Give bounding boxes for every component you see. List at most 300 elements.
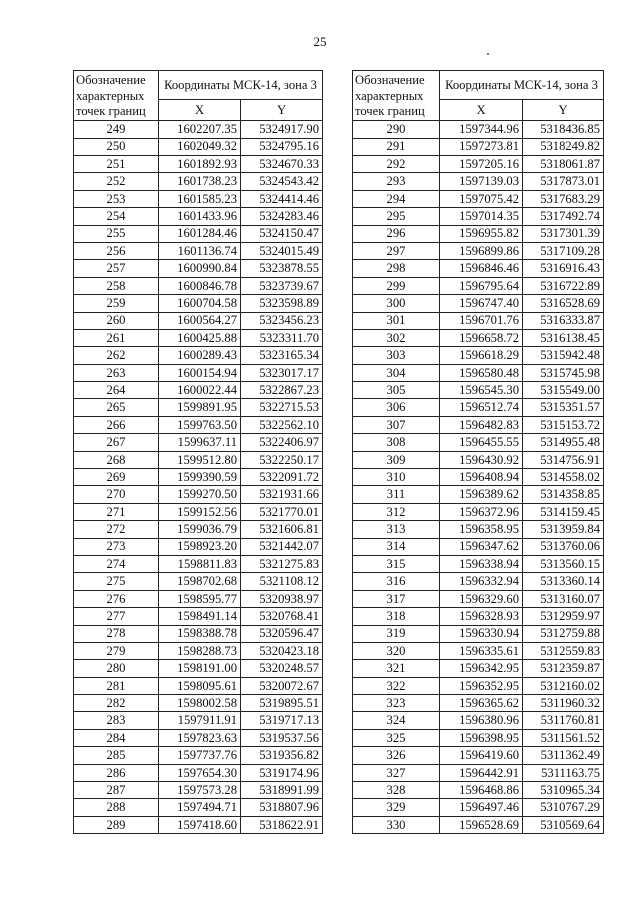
x-coordinate-cell: 1599036.79 xyxy=(159,521,241,538)
table-row xyxy=(353,521,604,538)
y-coordinate-cell: 5316916.43 xyxy=(523,260,604,277)
y-coordinate-cell: 5319356.82 xyxy=(241,747,323,764)
y-coordinate-cell: 5312559.83 xyxy=(523,642,604,659)
point-number-cell: 278 xyxy=(74,625,159,642)
x-coordinate-cell: 1600846.78 xyxy=(159,277,241,294)
table-row xyxy=(74,712,323,729)
x-coordinate-cell: 1596795.64 xyxy=(440,277,523,294)
x-coordinate-cell: 1597573.28 xyxy=(159,782,241,799)
y-coordinate-cell: 5321931.66 xyxy=(241,486,323,503)
y-coordinate-cell: 5312359.87 xyxy=(523,660,604,677)
point-number-cell: 284 xyxy=(74,729,159,746)
point-number-cell: 314 xyxy=(353,538,440,555)
y-coordinate-cell: 5317301.39 xyxy=(523,225,604,242)
y-coordinate-cell: 5324150.47 xyxy=(241,225,323,242)
table-row xyxy=(74,729,323,746)
table-row xyxy=(74,747,323,764)
x-coordinate-cell: 1596747.40 xyxy=(440,295,523,312)
table-row xyxy=(353,312,604,329)
y-coordinate-cell: 5323456.23 xyxy=(241,312,323,329)
y-coordinate-cell: 5310767.29 xyxy=(523,799,604,816)
table-row xyxy=(74,677,323,694)
y-coordinate-cell: 5322091.72 xyxy=(241,469,323,486)
table-row xyxy=(353,729,604,746)
table-header-row xyxy=(353,71,604,100)
table-row xyxy=(74,521,323,538)
table-row xyxy=(74,503,323,520)
y-coordinate-cell: 5311163.75 xyxy=(523,764,604,781)
point-number-cell: 296 xyxy=(353,225,440,242)
table-row xyxy=(353,764,604,781)
y-coordinate-cell: 5317873.01 xyxy=(523,173,604,190)
x-coordinate-cell: 1596701.76 xyxy=(440,312,523,329)
x-coordinate-cell: 1596398.95 xyxy=(440,729,523,746)
point-number-cell: 327 xyxy=(353,764,440,781)
table-row xyxy=(353,295,604,312)
point-number-cell: 275 xyxy=(74,573,159,590)
x-coordinate-cell: 1597075.42 xyxy=(440,190,523,207)
x-coordinate-cell: 1597273.81 xyxy=(440,138,523,155)
table-row xyxy=(74,538,323,555)
y-coordinate-cell: 5315745.98 xyxy=(523,364,604,381)
table-row xyxy=(353,747,604,764)
y-coordinate-cell: 5324795.16 xyxy=(241,138,323,155)
y-coordinate-cell: 5311362.49 xyxy=(523,747,604,764)
y-coordinate-cell: 5314558.02 xyxy=(523,469,604,486)
y-coordinate-cell: 5315942.48 xyxy=(523,347,604,364)
table-row xyxy=(74,451,323,468)
y-coordinate-cell: 5319717.13 xyxy=(241,712,323,729)
y-coordinate-cell: 5310965.34 xyxy=(523,782,604,799)
x-coordinate-cell: 1596618.29 xyxy=(440,347,523,364)
point-number-cell: 276 xyxy=(74,590,159,607)
y-coordinate-cell: 5319174.96 xyxy=(241,764,323,781)
y-coordinate-cell: 5324917.90 xyxy=(241,121,323,138)
x-coordinate-cell: 1600990.84 xyxy=(159,260,241,277)
y-coordinate-cell: 5316722.89 xyxy=(523,277,604,294)
point-number-cell: 302 xyxy=(353,329,440,346)
table-row xyxy=(353,451,604,468)
point-number-cell: 317 xyxy=(353,590,440,607)
x-coordinate-cell: 1596899.86 xyxy=(440,242,523,259)
x-coordinate-cell: 1601738.23 xyxy=(159,173,241,190)
point-number-cell: 250 xyxy=(74,138,159,155)
x-coordinate-cell: 1596408.94 xyxy=(440,469,523,486)
y-coordinate-cell: 5315153.72 xyxy=(523,416,604,433)
table-row xyxy=(353,121,604,138)
x-coordinate-cell: 1596347.62 xyxy=(440,538,523,555)
table-row xyxy=(74,642,323,659)
point-number-cell: 271 xyxy=(74,503,159,520)
table-row xyxy=(74,295,323,312)
point-number-cell: 283 xyxy=(74,712,159,729)
point-number-cell: 305 xyxy=(353,382,440,399)
x-coordinate-cell: 1599763.50 xyxy=(159,416,241,433)
point-number-cell: 328 xyxy=(353,782,440,799)
table-row xyxy=(74,782,323,799)
coordinates-table-right xyxy=(352,70,604,834)
point-number-cell: 257 xyxy=(74,260,159,277)
point-number-cell: 299 xyxy=(353,277,440,294)
point-number-cell: 273 xyxy=(74,538,159,555)
y-coordinate-cell: 5322406.97 xyxy=(241,434,323,451)
y-coordinate-cell: 5321108.12 xyxy=(241,573,323,590)
table-row xyxy=(74,121,323,138)
table-row xyxy=(353,138,604,155)
table-row xyxy=(353,329,604,346)
y-coordinate-cell: 5318249.82 xyxy=(523,138,604,155)
point-number-cell: 324 xyxy=(353,712,440,729)
y-coordinate-cell: 5311960.32 xyxy=(523,695,604,712)
x-coordinate-cell: 1600154.94 xyxy=(159,364,241,381)
y-coordinate-cell: 5319895.51 xyxy=(241,695,323,712)
point-number-cell: 320 xyxy=(353,642,440,659)
point-number-cell: 256 xyxy=(74,242,159,259)
point-number-cell: 288 xyxy=(74,799,159,816)
point-number-cell: 292 xyxy=(353,155,440,172)
table-row xyxy=(353,799,604,816)
point-number-cell: 310 xyxy=(353,469,440,486)
point-number-cell: 322 xyxy=(353,677,440,694)
x-coordinate-cell: 1596389.62 xyxy=(440,486,523,503)
point-number-cell: 262 xyxy=(74,347,159,364)
x-coordinate-cell: 1596419.60 xyxy=(440,747,523,764)
x-coordinate-cell: 1601433.96 xyxy=(159,208,241,225)
x-coordinate-cell: 1596330.94 xyxy=(440,625,523,642)
table-header-row xyxy=(74,71,323,100)
y-coordinate-cell: 5321442.07 xyxy=(241,538,323,555)
table-row xyxy=(353,155,604,172)
x-coordinate-cell: 1601284.46 xyxy=(159,225,241,242)
y-column-header: Y xyxy=(523,99,604,120)
x-coordinate-cell: 1596332.94 xyxy=(440,573,523,590)
point-number-cell: 280 xyxy=(74,660,159,677)
point-number-cell: 303 xyxy=(353,347,440,364)
x-coordinate-cell: 1601585.23 xyxy=(159,190,241,207)
table-row xyxy=(74,486,323,503)
y-coordinate-cell: 5324543.42 xyxy=(241,173,323,190)
x-coordinate-cell: 1597494.71 xyxy=(159,799,241,816)
table-row xyxy=(353,503,604,520)
point-number-cell: 301 xyxy=(353,312,440,329)
point-number-cell: 263 xyxy=(74,364,159,381)
y-coordinate-cell: 5324283.46 xyxy=(241,208,323,225)
table-row xyxy=(74,590,323,607)
x-coordinate-cell: 1598191.00 xyxy=(159,660,241,677)
y-column-header: Y xyxy=(241,99,323,120)
point-number-cell: 279 xyxy=(74,642,159,659)
point-number-cell: 319 xyxy=(353,625,440,642)
x-coordinate-cell: 1598388.78 xyxy=(159,625,241,642)
point-number-cell: 306 xyxy=(353,399,440,416)
x-coordinate-cell: 1597418.60 xyxy=(159,816,241,833)
x-coordinate-cell: 1597737.76 xyxy=(159,747,241,764)
x-coordinate-cell: 1596846.46 xyxy=(440,260,523,277)
coordinates-header: Координаты МСК-14, зона 3 xyxy=(159,71,323,100)
table-row xyxy=(74,434,323,451)
x-coordinate-cell: 1597823.63 xyxy=(159,729,241,746)
table-row xyxy=(353,190,604,207)
point-number-cell: 329 xyxy=(353,799,440,816)
x-coordinate-cell: 1596658.72 xyxy=(440,329,523,346)
x-coordinate-cell: 1598923.20 xyxy=(159,538,241,555)
table-row xyxy=(353,608,604,625)
table-row xyxy=(74,329,323,346)
x-coordinate-cell: 1597344.96 xyxy=(440,121,523,138)
point-number-cell: 304 xyxy=(353,364,440,381)
table-row xyxy=(353,416,604,433)
x-coordinate-cell: 1596352.95 xyxy=(440,677,523,694)
x-coordinate-cell: 1599270.50 xyxy=(159,486,241,503)
table-row xyxy=(353,242,604,259)
x-coordinate-cell: 1596430.92 xyxy=(440,451,523,468)
point-number-cell: 286 xyxy=(74,764,159,781)
x-column-header: X xyxy=(159,99,241,120)
table-row xyxy=(353,469,604,486)
table-row xyxy=(74,399,323,416)
y-coordinate-cell: 5322715.53 xyxy=(241,399,323,416)
x-coordinate-cell: 1599152.56 xyxy=(159,503,241,520)
y-coordinate-cell: 5320423.18 xyxy=(241,642,323,659)
point-number-cell: 254 xyxy=(74,208,159,225)
y-coordinate-cell: 5317492.74 xyxy=(523,208,604,225)
x-coordinate-cell: 1600022.44 xyxy=(159,382,241,399)
table-row xyxy=(353,434,604,451)
x-coordinate-cell: 1596482.83 xyxy=(440,416,523,433)
point-number-cell: 258 xyxy=(74,277,159,294)
x-coordinate-cell: 1596545.30 xyxy=(440,382,523,399)
y-coordinate-cell: 5312959.97 xyxy=(523,608,604,625)
y-coordinate-cell: 5323598.89 xyxy=(241,295,323,312)
x-coordinate-cell: 1597139.03 xyxy=(440,173,523,190)
table-row xyxy=(74,364,323,381)
y-coordinate-cell: 5318807.96 xyxy=(241,799,323,816)
y-coordinate-cell: 5323878.55 xyxy=(241,260,323,277)
x-coordinate-cell: 1598288.73 xyxy=(159,642,241,659)
point-number-cell: 267 xyxy=(74,434,159,451)
table-row xyxy=(74,173,323,190)
x-coordinate-cell: 1600564.27 xyxy=(159,312,241,329)
x-coordinate-cell: 1602049.32 xyxy=(159,138,241,155)
y-coordinate-cell: 5323311.70 xyxy=(241,329,323,346)
point-number-cell: 313 xyxy=(353,521,440,538)
point-number-cell: 251 xyxy=(74,155,159,172)
y-coordinate-cell: 5317109.28 xyxy=(523,242,604,259)
y-coordinate-cell: 5314756.91 xyxy=(523,451,604,468)
x-coordinate-cell: 1596329.60 xyxy=(440,590,523,607)
y-coordinate-cell: 5320596.47 xyxy=(241,625,323,642)
x-coordinate-cell: 1596372.96 xyxy=(440,503,523,520)
table-row xyxy=(353,816,604,833)
y-coordinate-cell: 5315549.00 xyxy=(523,382,604,399)
table-row xyxy=(74,608,323,625)
point-number-cell: 253 xyxy=(74,190,159,207)
point-number-cell: 300 xyxy=(353,295,440,312)
point-number-cell: 318 xyxy=(353,608,440,625)
table-row xyxy=(353,590,604,607)
point-number-cell: 249 xyxy=(74,121,159,138)
point-number-cell: 259 xyxy=(74,295,159,312)
x-column-header: X xyxy=(440,99,523,120)
point-number-cell: 281 xyxy=(74,677,159,694)
point-number-cell: 294 xyxy=(353,190,440,207)
x-coordinate-cell: 1596342.95 xyxy=(440,660,523,677)
point-number-cell: 316 xyxy=(353,573,440,590)
x-coordinate-cell: 1596338.94 xyxy=(440,555,523,572)
x-coordinate-cell: 1596580.48 xyxy=(440,364,523,381)
coordinates-table-left xyxy=(73,70,323,834)
y-coordinate-cell: 5314358.85 xyxy=(523,486,604,503)
y-coordinate-cell: 5324015.49 xyxy=(241,242,323,259)
x-coordinate-cell: 1600425.88 xyxy=(159,329,241,346)
y-coordinate-cell: 5313160.07 xyxy=(523,590,604,607)
table-row xyxy=(74,242,323,259)
point-number-cell: 309 xyxy=(353,451,440,468)
x-coordinate-cell: 1596468.86 xyxy=(440,782,523,799)
point-number-cell: 269 xyxy=(74,469,159,486)
table-row xyxy=(74,625,323,642)
y-coordinate-cell: 5323017.17 xyxy=(241,364,323,381)
scan-speck xyxy=(487,53,489,55)
point-number-cell: 264 xyxy=(74,382,159,399)
table-row xyxy=(353,695,604,712)
y-coordinate-cell: 5311561.52 xyxy=(523,729,604,746)
x-coordinate-cell: 1596358.95 xyxy=(440,521,523,538)
y-coordinate-cell: 5315351.57 xyxy=(523,399,604,416)
x-coordinate-cell: 1598811.83 xyxy=(159,555,241,572)
table-row xyxy=(74,799,323,816)
x-coordinate-cell: 1597205.16 xyxy=(440,155,523,172)
point-number-cell: 295 xyxy=(353,208,440,225)
y-coordinate-cell: 5316333.87 xyxy=(523,312,604,329)
point-number-cell: 252 xyxy=(74,173,159,190)
y-coordinate-cell: 5316528.69 xyxy=(523,295,604,312)
y-coordinate-cell: 5318991.99 xyxy=(241,782,323,799)
y-coordinate-cell: 5320072.67 xyxy=(241,677,323,694)
table-row xyxy=(74,155,323,172)
point-number-cell: 293 xyxy=(353,173,440,190)
x-coordinate-cell: 1596955.82 xyxy=(440,225,523,242)
point-number-cell: 315 xyxy=(353,555,440,572)
table-row xyxy=(74,260,323,277)
table-row xyxy=(353,712,604,729)
x-coordinate-cell: 1596512.74 xyxy=(440,399,523,416)
point-number-cell: 285 xyxy=(74,747,159,764)
table-row xyxy=(353,277,604,294)
point-number-cell: 326 xyxy=(353,747,440,764)
x-coordinate-cell: 1598095.61 xyxy=(159,677,241,694)
point-number-cell: 311 xyxy=(353,486,440,503)
x-coordinate-cell: 1597911.91 xyxy=(159,712,241,729)
point-number-cell: 274 xyxy=(74,555,159,572)
x-coordinate-cell: 1602207.35 xyxy=(159,121,241,138)
point-number-cell: 312 xyxy=(353,503,440,520)
y-coordinate-cell: 5313959.84 xyxy=(523,521,604,538)
point-number-cell: 282 xyxy=(74,695,159,712)
point-number-cell: 265 xyxy=(74,399,159,416)
y-coordinate-cell: 5322867.23 xyxy=(241,382,323,399)
table-row xyxy=(353,625,604,642)
y-coordinate-cell: 5318622.91 xyxy=(241,816,323,833)
y-coordinate-cell: 5322250.17 xyxy=(241,451,323,468)
table-row xyxy=(353,173,604,190)
y-coordinate-cell: 5310569.64 xyxy=(523,816,604,833)
x-coordinate-cell: 1601892.93 xyxy=(159,155,241,172)
table-row xyxy=(74,382,323,399)
x-coordinate-cell: 1596365.62 xyxy=(440,695,523,712)
x-coordinate-cell: 1598002.58 xyxy=(159,695,241,712)
x-coordinate-cell: 1599512.80 xyxy=(159,451,241,468)
table-row xyxy=(353,642,604,659)
table-row xyxy=(74,573,323,590)
table-row xyxy=(353,225,604,242)
x-coordinate-cell: 1599891.95 xyxy=(159,399,241,416)
point-header: Обозначение характерных точек границ xyxy=(353,71,440,121)
x-coordinate-cell: 1597014.35 xyxy=(440,208,523,225)
y-coordinate-cell: 5311760.81 xyxy=(523,712,604,729)
table-row xyxy=(353,573,604,590)
table-row xyxy=(74,469,323,486)
y-coordinate-cell: 5316138.45 xyxy=(523,329,604,346)
y-coordinate-cell: 5319537.56 xyxy=(241,729,323,746)
y-coordinate-cell: 5324414.46 xyxy=(241,190,323,207)
table-row xyxy=(74,138,323,155)
table-row xyxy=(353,538,604,555)
point-number-cell: 268 xyxy=(74,451,159,468)
x-coordinate-cell: 1596497.46 xyxy=(440,799,523,816)
y-coordinate-cell: 5320768.41 xyxy=(241,608,323,625)
x-coordinate-cell: 1596528.69 xyxy=(440,816,523,833)
table-row xyxy=(353,364,604,381)
table-row xyxy=(353,677,604,694)
x-coordinate-cell: 1596335.61 xyxy=(440,642,523,659)
point-number-cell: 260 xyxy=(74,312,159,329)
x-coordinate-cell: 1599637.11 xyxy=(159,434,241,451)
x-coordinate-cell: 1596380.96 xyxy=(440,712,523,729)
point-number-cell: 330 xyxy=(353,816,440,833)
y-coordinate-cell: 5321606.81 xyxy=(241,521,323,538)
point-number-cell: 307 xyxy=(353,416,440,433)
y-coordinate-cell: 5318061.87 xyxy=(523,155,604,172)
point-number-cell: 297 xyxy=(353,242,440,259)
table-row xyxy=(353,382,604,399)
y-coordinate-cell: 5323165.34 xyxy=(241,347,323,364)
table-row xyxy=(353,782,604,799)
point-number-cell: 255 xyxy=(74,225,159,242)
coordinates-header: Координаты МСК-14, зона 3 xyxy=(440,71,604,100)
table-row xyxy=(74,816,323,833)
table-row xyxy=(74,347,323,364)
table-row xyxy=(74,660,323,677)
y-coordinate-cell: 5314955.48 xyxy=(523,434,604,451)
point-number-cell: 261 xyxy=(74,329,159,346)
x-coordinate-cell: 1599390.59 xyxy=(159,469,241,486)
x-coordinate-cell: 1600704.58 xyxy=(159,295,241,312)
x-coordinate-cell: 1601136.74 xyxy=(159,242,241,259)
point-number-cell: 325 xyxy=(353,729,440,746)
table-row xyxy=(353,399,604,416)
y-coordinate-cell: 5312759.88 xyxy=(523,625,604,642)
page-number: 25 xyxy=(313,34,327,49)
y-coordinate-cell: 5318436.85 xyxy=(523,121,604,138)
y-coordinate-cell: 5314159.45 xyxy=(523,503,604,520)
x-coordinate-cell: 1597654.30 xyxy=(159,764,241,781)
y-coordinate-cell: 5324670.33 xyxy=(241,155,323,172)
point-number-cell: 308 xyxy=(353,434,440,451)
table-row xyxy=(353,208,604,225)
y-coordinate-cell: 5313560.15 xyxy=(523,555,604,572)
x-coordinate-cell: 1598595.77 xyxy=(159,590,241,607)
